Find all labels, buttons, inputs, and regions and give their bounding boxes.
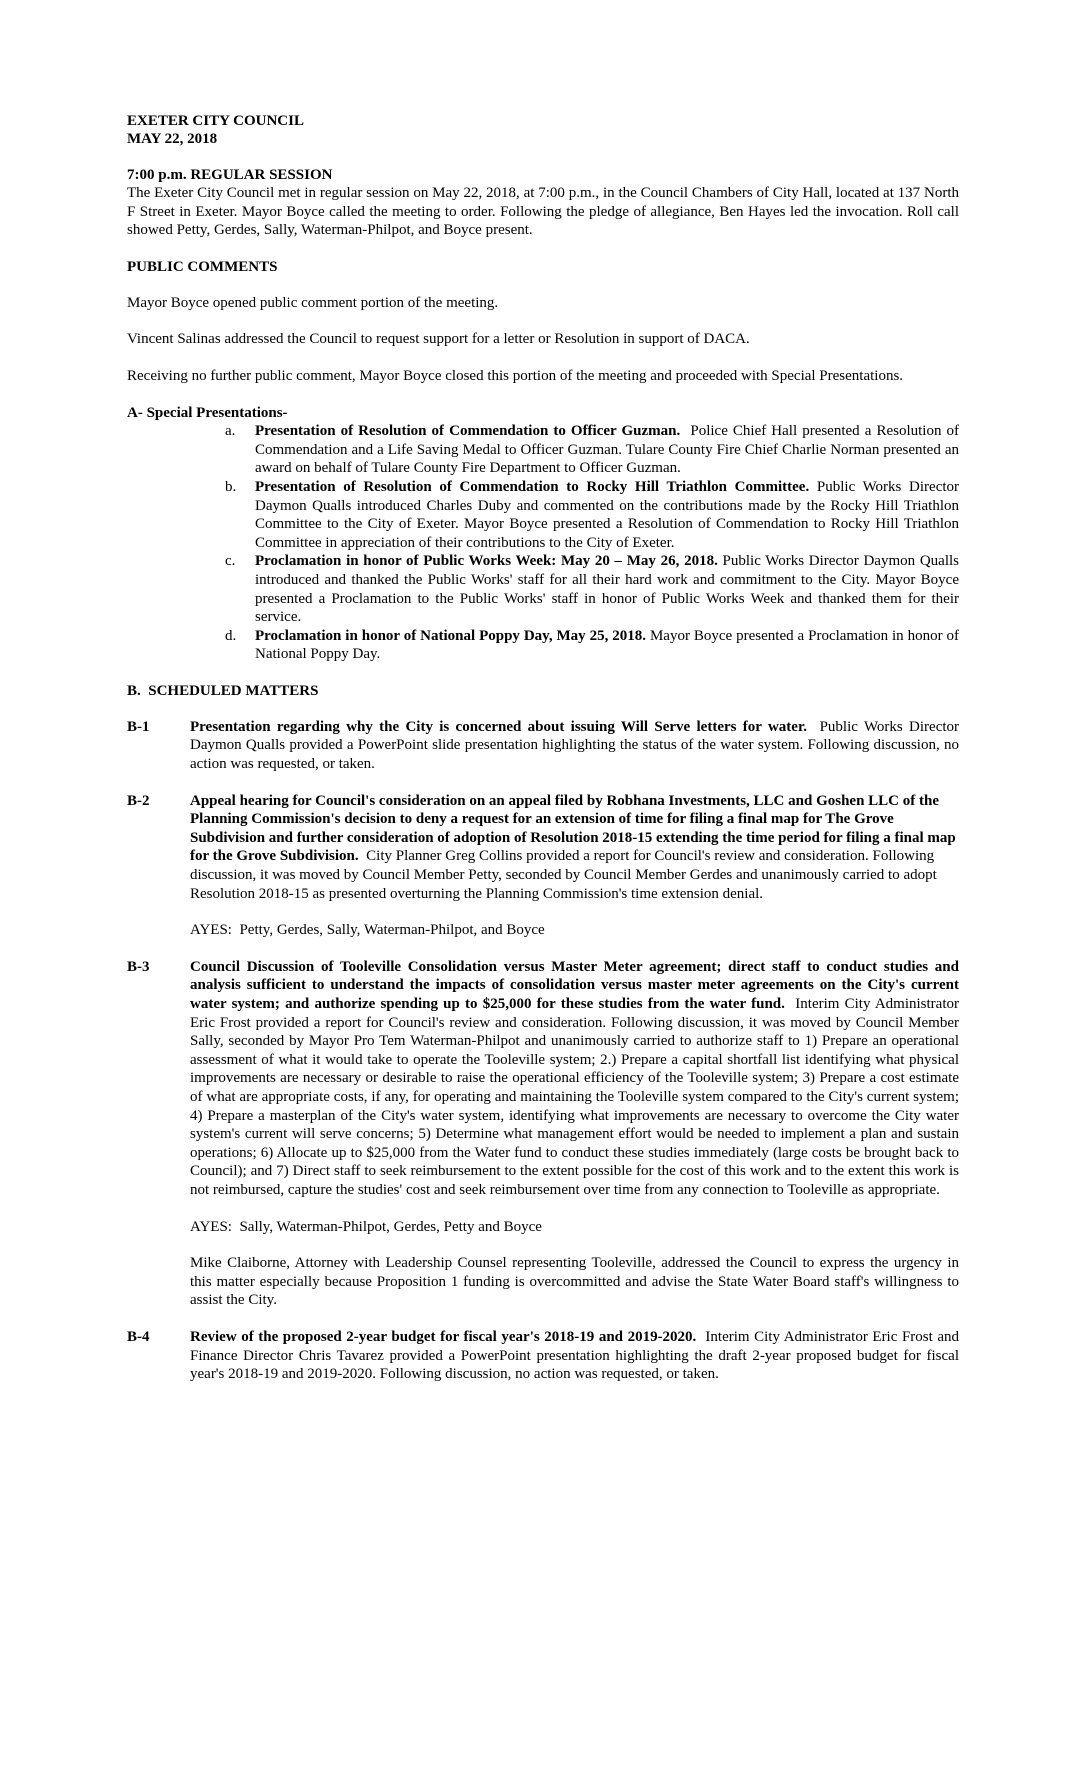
- item-title: Proclamation in honor of National Poppy Day, May 25, 2018.: [255, 627, 647, 644]
- agenda-item-b1: [127, 718, 959, 774]
- item-label: B-4: [127, 1328, 150, 1345]
- special-presentations-heading: A- Special Presentations-: [127, 404, 288, 421]
- council-name: EXETER CITY COUNCIL: [127, 113, 304, 129]
- agenda-item-b3: [127, 958, 959, 1310]
- vote-ayes: AYES: Petty, Gerdes, Sally, Waterman-Philpot, and Boyce: [190, 922, 545, 939]
- meeting-date: MAY 22, 2018: [127, 131, 218, 147]
- agenda-item-b4: [127, 1328, 959, 1384]
- regular-session-section: [127, 166, 959, 240]
- public-comments-section: [127, 258, 959, 386]
- public-comments-heading: PUBLIC COMMENTS: [127, 258, 278, 275]
- item-label: B-3: [127, 958, 150, 975]
- public-comment-paragraph: Mayor Boyce opened public comment portion of the meeting.: [127, 294, 499, 311]
- vote-ayes: AYES: Sally, Waterman-Philpot, Gerdes, Petty and Boyce: [190, 1218, 542, 1235]
- scheduled-matters-section: [127, 682, 959, 1384]
- item-text: Interim City Administrator Eric Frost and Finance Director Chris Tavarez provided a PowerPoint presentation highlighting the draft 2-year proposed budget for fiscal year's 2018-19 and 2019-2020. Following discussion, no action was requested, or taken.: [190, 1328, 959, 1383]
- item-title: Presentation of Resolution of Commendation to Rocky Hill Triathlon Committee.: [255, 478, 810, 495]
- public-comment-paragraph: Vincent Salinas addressed the Council to request support for a letter or Resolution in support of DACA.: [127, 331, 750, 348]
- item-title: Presentation regarding why the City is concerned about issuing Will Serve letters for water.: [190, 718, 807, 735]
- presentation-item: [127, 422, 959, 478]
- item-label: B-2: [127, 792, 150, 809]
- item-text: Police Chief Hall presented a Resolution of Commendation and a Life Saving Medal to Officer Guzman. Tulare County Fire Chief Charlie Norman presented an award on behalf of Tulare County Fire Department to Officer Guzman.: [255, 423, 960, 477]
- presentations-list: [127, 422, 959, 664]
- session-heading: 7:00 p.m. REGULAR SESSION: [127, 167, 333, 183]
- item-letter: d.: [225, 627, 237, 644]
- item-letter: c.: [225, 553, 236, 570]
- item-text: Public Works Director Daymon Qualls provided a PowerPoint slide presentation highlighting the status of the water system. Following discussion, no action was requested, or taken.: [190, 718, 960, 773]
- minutes-page: [127, 112, 959, 1384]
- item-title: Review of the proposed 2-year budget for fiscal year's 2018-19 and 2019-2020.: [190, 1328, 697, 1345]
- item-title: Proclamation in honor of Public Works Week: May 20 – May 26, 2018.: [255, 553, 718, 570]
- special-presentations-section: [127, 404, 959, 664]
- item-letter: b.: [225, 478, 237, 495]
- item-title: Appeal hearing for Council's consideration on an appeal filed by Robhana Investments, LLC and Goshen LLC of the Planning Commission's decision to deny a request for an extension of time for filing a final map for The Grove Subdivision and further consideration of adoption of Resolution 2018-15 extending the time period for filing a final map for the Grove Subdivision.: [190, 792, 956, 865]
- item-title: Council Discussion of Tooleville Consolidation versus Master Meter agreement; direct staff to conduct studies and analysis sufficient to understand the impacts of consolidation versus master meter agreements on the City's current water system; and authorize spending up to $25,000 for these studies from the water fund.: [190, 958, 959, 1012]
- item-text: Mayor Boyce presented a Proclamation in honor of National Poppy Day.: [255, 627, 960, 663]
- agenda-item-b2: [127, 792, 959, 940]
- scheduled-matters-heading: B. SCHEDULED MATTERS: [127, 682, 319, 699]
- item-title: Presentation of Resolution of Commendation to Officer Guzman.: [255, 423, 681, 440]
- presentation-item: [127, 552, 959, 626]
- item-text: City Planner Greg Collins provided a report for Council's review and consideration. Following discussion, it was moved by Council Member Petty, seconded by Council Member Gerdes and unanimously carried to adopt Resolution 2018-15 as presented overturning the Planning Commission's time extension denial.: [190, 848, 937, 902]
- public-remark: Mike Claiborne, Attorney with Leadership Counsel representing Tooleville, addressed the Council to express the urgency in this matter especially because Proposition 1 funding is overcommitted and advise the State Water Board staff's willingness to assist the City.: [190, 1255, 959, 1309]
- item-text: Public Works Director Daymon Qualls introduced and thanked the Public Works' staff for all their hard work and commitment to the City. Mayor Boyce presented a Proclamation to the Public Works' staff in honor of Public Works Week and thanked them for their service.: [255, 553, 959, 626]
- session-text: The Exeter City Council met in regular session on May 22, 2018, at 7:00 p.m., in the Council Chambers of City Hall, located at 137 North F Street in Exeter. Mayor Boyce called the meeting to order. Following the pledge of allegiance, Ben Hayes led the invocation. Roll call showed Petty, Gerdes, Sally, Waterman-Philpot, and Boyce present.: [127, 185, 959, 239]
- item-text: Public Works Director Daymon Qualls introduced Charles Duby and commented on the contributions made by the Rocky Hill Triathlon Committee to the City of Exeter. Mayor Boyce presented a Resolution of Commendation to Rocky Hill Triathlon Committee in appreciation of their contributions to the City of Exeter.: [255, 478, 960, 551]
- item-label: B-1: [127, 718, 150, 735]
- presentation-item: [127, 627, 959, 664]
- document-header: [127, 112, 959, 148]
- item-letter: a.: [225, 423, 236, 440]
- public-comment-paragraph: Receiving no further public comment, Mayor Boyce closed this portion of the meeting and proceeded with Special Presentations.: [127, 367, 904, 384]
- presentation-item: [127, 478, 959, 552]
- item-text: Interim City Administrator Eric Frost provided a report for Council's review and consideration. Following discussion, it was moved by Council Member Sally, seconded by Mayor Pro Tem Waterman-Philpot and unanimously carried to authorize staff to 1) Prepare an operational assessment of what it would take to operate the Tooleville system; 2.) Prepare a capital shortfall list identifying what physical improvements are necessary or desirable to raise the operational efficiency of the Tooleville system; 3) Prepare a cost estimate of what are appropriate costs, if any, for operating and maintaining the Tooleville system compared to the City's current system; 4) Prepare a masterplan of the City's water system, identifying what improvements are necessary to overcome the City water system's current will serve concerns; 5) Determine what management effort would be needed to implement a plan and sustain operations; 6) Allocate up to $25,000 from the Water fund to conduct these studies immediately (large costs be brought back to Council); and 7) Direct staff to seek reimbursement to the extent possible for the cost of this work and to the extent this work is not reimbursed, capture the studies' cost and seek reimbursement over time from any connection to Tooleville as appropriate.: [190, 996, 959, 1198]
